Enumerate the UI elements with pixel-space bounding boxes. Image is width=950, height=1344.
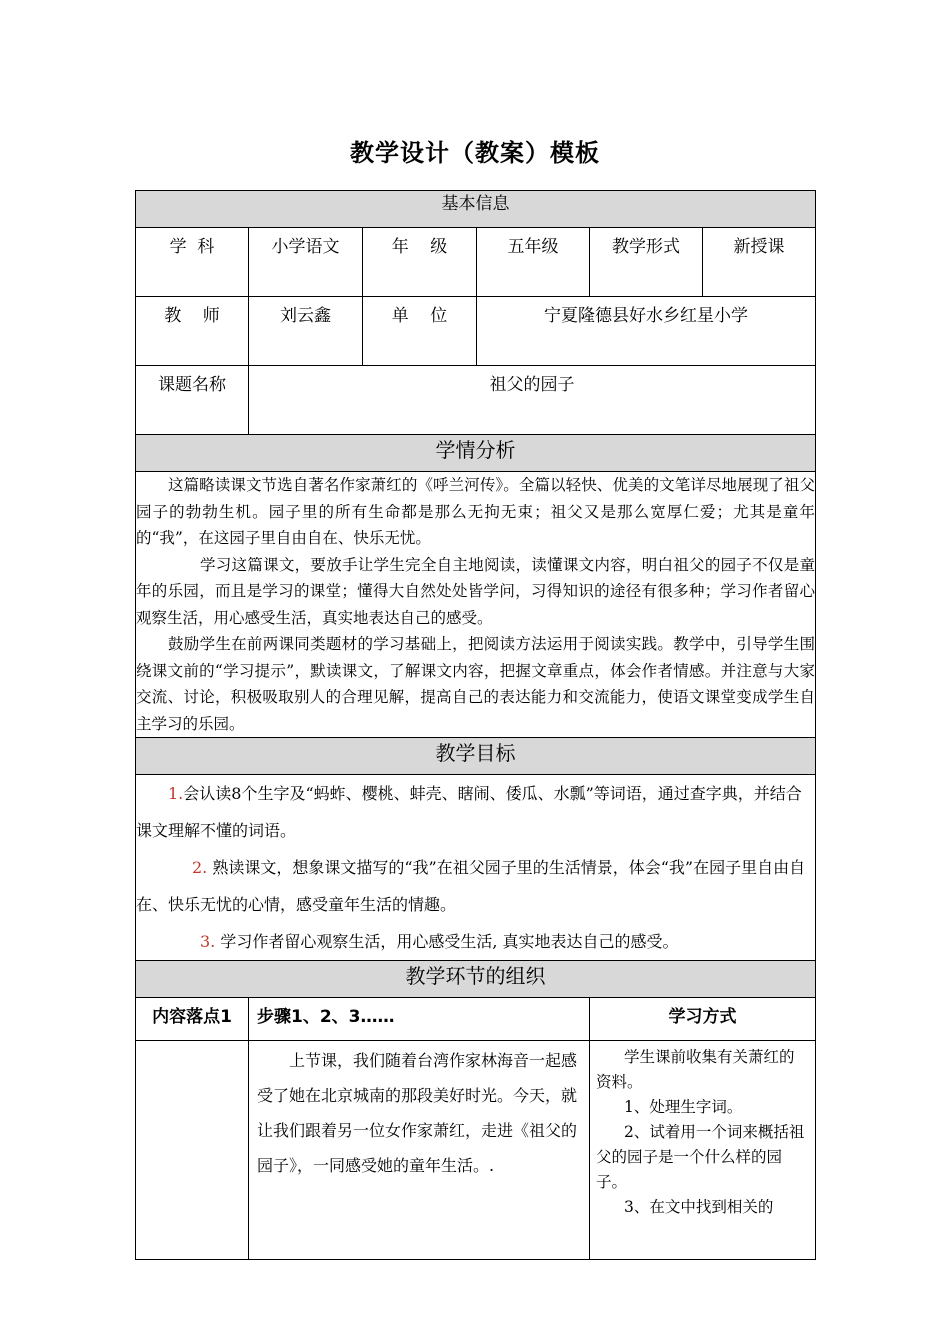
topic-value: 祖父的园子 xyxy=(249,366,816,435)
method-item: 1、处理生字词。 xyxy=(624,1098,743,1116)
grade-label: 年 级 xyxy=(363,228,477,297)
analysis-paragraph: 这篇略读课文节选自著名作家萧红的《呼兰河传》。全篇以轻快、优美的文笔详尽地展现了祖父园子的勃勃生机。园子里的所有生命都是那么无拘无束；祖父又是那么宽厚仁爱；尤其是童年的“我”，在这园子里自由自在、快乐无忧。 xyxy=(136,476,815,547)
method-item: 2、试着用一个词来概括祖父的园子是一个什么样的园子。 xyxy=(596,1123,805,1191)
analysis-header: 学情分析 xyxy=(136,435,816,472)
method-item: 3、在文中找到相关的 xyxy=(624,1198,774,1216)
content-point-cell xyxy=(136,1041,249,1260)
form-label: 教学形式 xyxy=(590,228,703,297)
goal-item: 1.会认读8个生字及“蚂蚱、樱桃、蚌壳、瞎闹、倭瓜、水瓢”等词语，通过查字典，并结合课文理解不懂的词语。 xyxy=(136,784,802,840)
method-item: 学生课前收集有关萧红的资料。 xyxy=(596,1048,795,1091)
steps-header: 步骤1、2、3…… xyxy=(249,998,590,1041)
teacher-label: 教 师 xyxy=(136,297,249,366)
goals-body xyxy=(136,775,816,961)
step-text: 上节课，我们随着台湾作家林海音一起感受了她在北京城南的那段美好时光。今天，就让我们跟着另一位女作家萧红，走进《祖父的园子》，一同感受她的童年生活。. xyxy=(249,1041,590,1260)
analysis-paragraph: 鼓励学生在前两课同类题材的学习基础上，把阅读方法运用于阅读实践。教学中，引导学生围绕课文前的“学习提示”，默读课文，了解课文内容，把握文章重点，体会作者情感。并注意与大家交流、讨论，积极吸取别人的合理见解，提高自己的表达能力和交流能力，使语文课堂变成学生自主学习的乐园。 xyxy=(136,635,815,733)
goal-item: 3. 学习作者留心观察生活，用心感受生活, 真实地表达自己的感受。 xyxy=(200,932,679,951)
topic-label: 课题名称 xyxy=(136,366,249,435)
page-title: 教学设计（教案）模板 xyxy=(350,139,600,167)
goal-item: 2. 熟读课文，想象课文描写的“我”在祖父园子里的生活情景，体会“我”在园子里自由自在、快乐无忧的心情，感受童年生活的情趣。 xyxy=(136,858,806,914)
unit-value: 宁夏隆德县好水乡红星小学 xyxy=(477,297,816,366)
goals-header: 教学目标 xyxy=(136,738,816,775)
lesson-plan-table xyxy=(135,190,816,1260)
unit-label: 单 位 xyxy=(363,297,477,366)
learning-method-cell xyxy=(590,1041,816,1260)
basic-info-header: 基本信息 xyxy=(136,191,816,228)
analysis-body xyxy=(136,472,816,738)
analysis-paragraph: 学习这篇课文，要放手让学生完全自主地阅读，读懂课文内容，明白祖父的园子不仅是童年的乐园，而且是学习的课堂；懂得大自然处处皆学问，习得知识的途径有很多种；学习作者留心观察生活，用心感受生活，真实地表达自己的感受。 xyxy=(136,555,815,627)
form-value: 新授课 xyxy=(703,228,816,297)
subject-value: 小学语文 xyxy=(249,228,363,297)
subject-label: 学 科 xyxy=(136,228,249,297)
learning-method-header: 学习方式 xyxy=(590,998,816,1041)
grade-value: 五年级 xyxy=(477,228,590,297)
teacher-value: 刘云鑫 xyxy=(249,297,363,366)
organization-header: 教学环节的组织 xyxy=(136,961,816,998)
content-point-header: 内容落点1 xyxy=(136,998,249,1041)
